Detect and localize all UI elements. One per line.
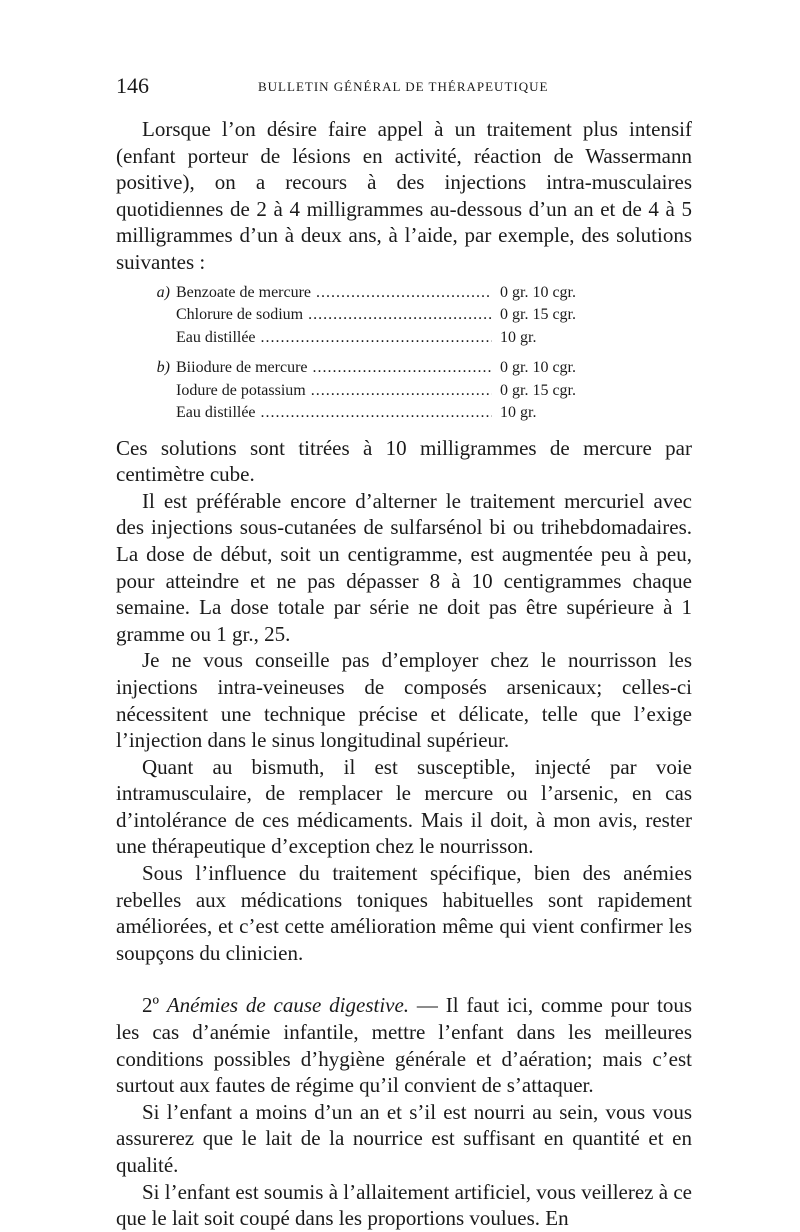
paragraph: Je ne vous conseille pas d’employer chez le nourrisson les injections intra-veineuses de composés arsenicaux; celles-ci nécessitent une technique précise et délicate, telle que l’exige l’injection dans le sinus longitudinal supérieur. bbox=[116, 648, 692, 753]
section-number: 2º bbox=[142, 993, 160, 1018]
paragraph: Sous l’influence du traitement spécifique, bien des anémies rebelles aux médications toniques habituelles sont rapidement améliorées, et c’est cette amélioration même qui vient confirmer les soupçons du clinicien. bbox=[116, 861, 692, 965]
formula-row bbox=[116, 282, 692, 305]
paragraph: Ces solutions sont titrées à 10 milligrammes de mercure par centimètre cube. bbox=[116, 435, 692, 487]
paragraph: Quant au bismuth, il est susceptible, injecté par voie intramusculaire, de remplacer le mercure ou l’arsenic, en cas d’intolérance de ces médicaments. Mais il doit, à mon avis, rester une thérapeutique d’exception chez le nourrisson. bbox=[116, 754, 692, 859]
formula-list bbox=[116, 282, 692, 425]
ingredient-quantity: 0 gr. 10 cgr. bbox=[500, 359, 576, 377]
formula-b bbox=[116, 357, 692, 425]
formula-row bbox=[116, 304, 692, 327]
ingredient-name: Eau distillée ..... bbox=[176, 402, 492, 425]
ingredient-name: Chlorure de sodium ..... bbox=[176, 304, 492, 327]
section-title: Anémies de cause digestive. bbox=[166, 993, 410, 1018]
running-title: BULLETIN GÉNÉRAL DE THÉRAPEUTIQUE bbox=[258, 79, 549, 94]
ingredient-quantity: 0 gr. 15 cgr. bbox=[500, 306, 576, 324]
ingredient-quantity: 0 gr. 10 cgr. bbox=[500, 283, 576, 301]
ingredient-name: Eau distillée ..... bbox=[176, 327, 492, 350]
formula-letter: a) bbox=[156, 283, 170, 301]
ingredient-quantity: 10 gr. bbox=[500, 328, 537, 346]
paragraph: Si l’enfant est soumis à l’allaitement artificiel, vous veillerez à ce que le lait soit coupé dans les proportions voulues. En bbox=[116, 1179, 692, 1231]
formula-row bbox=[116, 380, 692, 403]
paragraph: Si l’enfant a moins d’un an et s’il est nourri au sein, vous vous assurerez que le lait de la nourrice est suffisant en quantité et en qualité. bbox=[116, 1099, 692, 1177]
body-text bbox=[116, 116, 692, 1232]
formula-row bbox=[116, 402, 692, 425]
formula-letter: b) bbox=[156, 359, 170, 377]
page-header bbox=[116, 74, 692, 98]
section-paragraph bbox=[116, 992, 692, 1098]
ingredient-quantity: 10 gr. bbox=[500, 404, 537, 422]
formula-a bbox=[116, 282, 692, 350]
ingredient-name: Benzoate de mercure ..... bbox=[176, 282, 492, 305]
paragraph: Lorsque l’on désire faire appel à un traitement plus intensif (enfant porteur de lésions en activité, réaction de Wassermann positive), on a recours à des injections intra-musculaires quotidiennes de 2 à 4 milligrammes au-dessous d’un an et de 4 à 5 milligrammes d’un à deux ans, à l’aide, par exemple, des solutions suivantes : bbox=[116, 117, 692, 274]
ingredient-name: Iodure de potassium ..... bbox=[176, 380, 492, 403]
formula-row bbox=[116, 327, 692, 350]
page-number: 146 bbox=[116, 73, 149, 98]
paragraph: Il est préférable encore d’alterner le traitement mercuriel avec des injections sous-cutanées de sulfarsénol bi ou trihebdomadaires. La dose de début, soit un centigramme, est augmentée peu à peu, pour atteindre et ne pas dépasser 8 à 10 centigrammes chaque semaine. La dose totale par série ne doit pas être supérieure à 1 gramme ou 1 gr., 25. bbox=[116, 488, 692, 646]
ingredient-name: Biiodure de mercure ..... bbox=[176, 357, 492, 380]
formula-row bbox=[116, 357, 692, 380]
section-text: — Il faut ici, comme pour tous les cas d’anémie infantile, mettre l’enfant dans les meilleures conditions possibles d’hygiène générale et d’aération; mais c’est surtout aux fautes de régime qu’il convient de s’attaquer. bbox=[116, 993, 692, 1098]
ingredient-quantity: 0 gr. 15 cgr. bbox=[500, 381, 576, 399]
